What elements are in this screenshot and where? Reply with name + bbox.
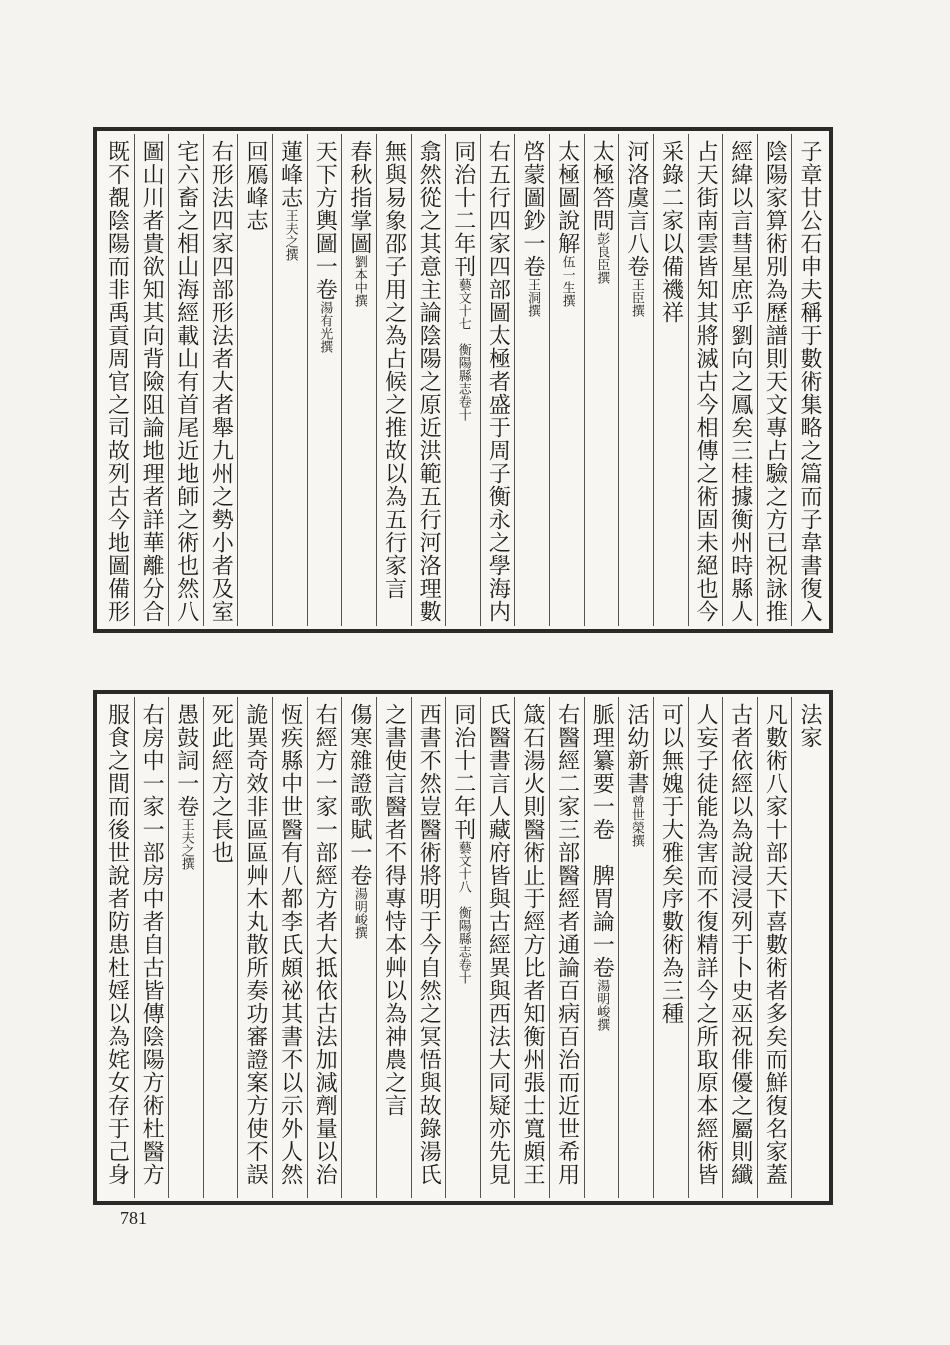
text-column <box>722 697 757 1198</box>
column-text: 右形法四家四部形法者大者舉九州之勢小者及室 <box>208 140 234 623</box>
text-column <box>134 134 169 626</box>
text-column <box>237 697 272 1198</box>
text-column <box>480 697 515 1198</box>
text-column <box>134 697 169 1198</box>
text-column <box>688 697 723 1198</box>
text-column <box>272 697 307 1198</box>
column-text: 右經方一家一部經方者大抵依古法加減劑量以治 <box>312 703 338 1186</box>
column-text: 回鴈峰志 <box>243 140 268 232</box>
text-column <box>722 134 757 626</box>
column-text: 脈理纂要一卷 脾胃論一卷 <box>589 703 615 979</box>
column-text: 圖山川者貴欲知其向背險阻論地理者詳華離分合 <box>139 140 165 623</box>
text-column <box>653 697 688 1198</box>
text-column <box>307 697 342 1198</box>
column-text: 服食之間而後世說者防患杜婬以為姹女存于己身 <box>104 703 130 1186</box>
text-column <box>549 134 584 626</box>
column-annotation: 伍一生撰 <box>559 255 575 307</box>
column-text: 春秋指掌圖 <box>346 140 372 255</box>
text-column <box>584 697 619 1198</box>
column-text: 氏醫書言人藏府皆與古經異與西法大同疑亦先見 <box>485 703 511 1186</box>
column-text: 占天街南雲皆知其將滅古今相傳之術固未絕也今 <box>693 140 719 623</box>
top-columns <box>100 134 826 626</box>
column-text: 右醫經二家三部醫經者通論百病百治而近世希用 <box>554 703 580 1186</box>
text-column <box>411 134 446 626</box>
text-column <box>653 134 688 626</box>
column-text: 經緯以言彗星庶乎劉向之鳳矣三桂據衡州時縣人 <box>727 140 753 623</box>
text-column <box>272 134 307 626</box>
column-annotation: 王臣撰 <box>628 278 644 317</box>
text-column <box>480 134 515 626</box>
text-column <box>445 697 480 1198</box>
column-text: 之書使言醫者不得專恃本艸以為神農之言 <box>381 703 407 1117</box>
column-annotation: 湯有光撰 <box>317 301 333 353</box>
text-column <box>100 134 134 626</box>
text-column <box>307 134 342 626</box>
column-annotation: 藝文十七 衡陽縣志卷十 <box>455 278 471 421</box>
column-annotation: 藝文十八 衡陽縣志卷十 <box>455 841 471 984</box>
column-text: 太極圖說解 <box>554 140 580 255</box>
column-text: 箴石湯火則醫術止于經方比者知衡州張士寬頗王 <box>520 703 545 1186</box>
column-text: 人妄子徒能為害而不復精詳今之所取原本經術皆 <box>693 703 719 1186</box>
column-text: 啓蒙圖鈔一卷 <box>520 140 545 278</box>
column-text: 西書不然豈醫術將明于今自然之冥悟與故錄湯氏 <box>416 703 442 1186</box>
column-text: 愚鼓詞一卷 <box>173 703 199 818</box>
text-column <box>341 697 376 1198</box>
text-column <box>514 697 549 1198</box>
column-text: 宅六畜之相山海經載山有首尾近地師之術也然八 <box>173 140 199 623</box>
text-column <box>203 697 238 1198</box>
text-column <box>168 134 203 626</box>
text-column <box>791 134 826 626</box>
text-column <box>549 697 584 1198</box>
column-text: 傷寒雜證歌賦一卷 <box>346 703 372 887</box>
text-column <box>618 697 653 1198</box>
column-annotation: 湯明峻撰 <box>594 979 610 1031</box>
bottom-text-panel <box>93 690 833 1205</box>
text-column <box>168 697 203 1198</box>
column-text: 蓮峰志 <box>277 140 303 209</box>
column-text: 天下方輿圖一卷 <box>312 140 338 301</box>
column-text: 死此經方之長也 <box>208 703 234 864</box>
text-column <box>376 697 411 1198</box>
column-text: 同治十二年刊 <box>450 140 476 278</box>
column-text: 古者依經以為說浸浸列于卜史巫祝俳優之屬則纖 <box>727 703 753 1186</box>
text-column <box>203 134 238 626</box>
top-text-panel <box>93 127 833 633</box>
column-text: 右五行四家四部圖太極者盛于周子衡永之學海内 <box>485 140 511 623</box>
column-text: 無與易象邵子用之為占候之推故以為五行家言 <box>381 140 407 600</box>
column-text: 河洛虞言八卷 <box>623 140 649 278</box>
page-number: 781 <box>120 1208 147 1228</box>
text-column <box>445 134 480 626</box>
bottom-columns <box>100 697 826 1198</box>
text-column <box>791 697 826 1198</box>
text-column <box>584 134 619 626</box>
text-column <box>514 134 549 626</box>
text-column <box>757 697 792 1198</box>
column-text: 太極答問 <box>589 140 615 232</box>
text-column <box>100 697 134 1198</box>
column-text: 同治十二年刊 <box>450 703 476 841</box>
text-column <box>237 134 272 626</box>
column-text: 右房中一家一部房中者自古皆傳陰陽方術杜醫方 <box>139 703 165 1186</box>
column-text: 詭異奇效非區區艸木丸散所奏功審證案方使不誤 <box>243 703 268 1186</box>
column-text: 采錄二家以備禨祥 <box>658 140 684 324</box>
column-text: 翕然從之其意主論陰陽之原近洪範五行河洛理數 <box>416 140 442 623</box>
text-column <box>618 134 653 626</box>
text-column <box>757 134 792 626</box>
column-text: 活幼新書 <box>623 703 649 795</box>
column-text: 恆疾縣中世醫有八都李氏頗祕其書不以示外人然 <box>277 703 303 1186</box>
column-text: 陰陽家算術別為歷譜則天文專占驗之方已祝詠推 <box>762 140 788 623</box>
column-annotation: 曾世榮撰 <box>628 795 644 847</box>
column-annotation: 王夫之撰 <box>282 209 298 261</box>
column-annotation: 王夫之撰 <box>178 818 194 870</box>
text-column <box>341 134 376 626</box>
column-text: 子章甘公石申夫稱于數術集略之篇而子韋書復入 <box>797 140 822 623</box>
text-column <box>376 134 411 626</box>
column-annotation: 劉本中撰 <box>351 255 367 307</box>
column-text: 既不覩陰陽而非禹貢周官之司故列古今地圖備形 <box>104 140 130 623</box>
column-text: 法家 <box>797 703 822 749</box>
column-annotation: 彭良臣撰 <box>594 232 610 284</box>
column-annotation: 湯明峻撰 <box>351 887 367 939</box>
text-column <box>411 697 446 1198</box>
column-annotation: 王洞撰 <box>525 278 540 317</box>
column-text: 凡數術八家十部天下喜數術者多矣而鮮復名家蓋 <box>762 703 788 1186</box>
column-text: 可以無媿于大雅矣序數術為三種 <box>658 703 684 1025</box>
text-column <box>688 134 723 626</box>
